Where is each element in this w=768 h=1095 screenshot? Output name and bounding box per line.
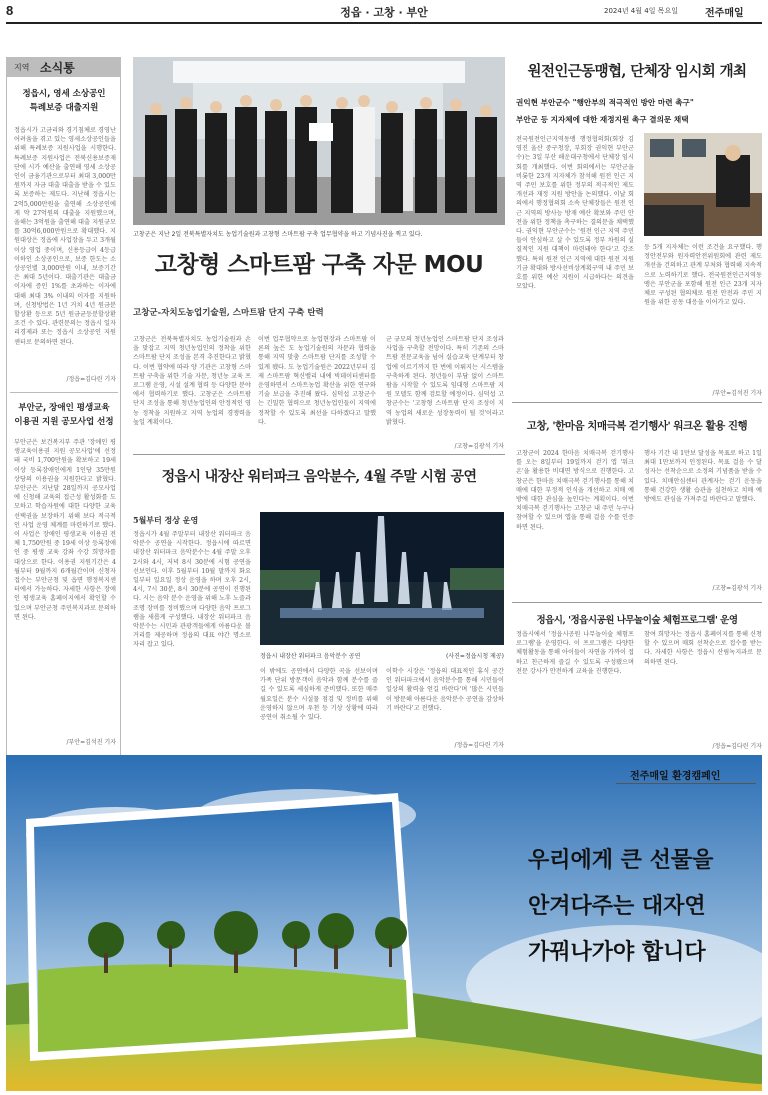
meeting-photo-illustration [644,133,762,236]
left-article-1-title [10,87,118,115]
left-article-2-body: 부안군은 보건복지부 주관 '장애인 평생교육이용권 지원 공모사업'에 선정돼 국비 1,700만원을 확보하고 19세 이상 등록장애인에게 1인당 35만원 상당의 이용권을 지원한다고 밝혔다. 부안군은 지난달 28일까지 공모사업에 신청해 교육의 접근성 활성화를 도모하고 학습자원에 대한 다양한 교육 선택권을 보장하기 위해 보다 적극적인 사업 운영 체계를 마련하기로 했다. 이 사업은 장애인 평생교육 이용권 전체 1,750만원 중 19세 이상 등록장애인 중 평생 교육 강좌 수강 희망자를 대상으로 한다. 이용권 지원기간은 4월부터 9월까지 6개월간이며 신청자 접수는 부안군청 및 읍면 행정복지센터에서 가능하다. 자세한 사항은 장애인 평생교육 홈페이지에서 확인할 수 있으며 부안군청 주민복지과로 문의하면 된다. [14,439,116,621]
left-article-1-title-line2: 특례보증 대출지원 [29,103,99,113]
right-divider-1 [512,402,762,403]
ad-slogan-line2: 안겨다주는 대자연 [528,893,706,919]
left-divider [10,392,118,393]
headline-smartfarm: 고창형 스마트팜 구축 자문 MOU [154,252,484,278]
dementia-credit: /고창=김광석 기자 [712,585,762,592]
headline-nuclear: 원전인근동맹협, 단체장 임시회 개최 [527,63,747,80]
smartfarm-body-col1: 고창군은 전북특별자치도 농업기술원과 손을 맞잡고 지역 청년농업인의 정착을 위한 스마트팜 단지 조성을 본격 추진한다고 밝혔다. 이번 협약에 따라 양 기관은 고창형 스마트팜 구축을 위한 기술 자문, 청년농 교육 프로그램 운영, 시설 설계 협력 등 다양한 분야에서 협력하기로 했다. 고창군은 스마트팜 단지 조성을 통해 청년농업인의 안정적인 영농 정착을 지원하고 지역 농업의 경쟁력을 높일 계획이다. [133,336,251,426]
headline-dementia: 고창, '한마음 치매극복 걷기행사' 워크온 활용 진행 [526,420,748,432]
header-rule [6,22,762,24]
environment-campaign-ad [6,755,762,1091]
forest-body-col2: 참여 희망자는 정읍시 홈페이지를 통해 신청할 수 있으며 매회 선착순으로 접수를 받는다. 자세한 사항은 정읍시 산림녹지과로 문의하면 된다. [644,631,762,666]
group-photo-illustration [133,57,505,225]
newspaper-name: 전주매일 [705,8,744,19]
smartfarm-body-col3: 군 규모의 청년농업인 스마트팜 단지 조성과 사업을 구축할 전망이다. 특히 기존의 스마트팜 전문교육을 넘어 실습교육 단계부터 창업에 이르기까지 한 번에 이뤄지는 시스템을 구축하게 된다. 청년들이 부담 없이 스마트팜을 시작할 수 있도록 임대형 스마트팜 지원 모델도 함께 검토할 예정이다. 심덕섭 고창군수는 '고창형 스마트팜 단지 조성이 지역 농업의 새로운 성장동력이 될 것'이라고 밝혔다. [386,336,504,426]
headline-fountain: 정읍시 내장산 워터파크 음악분수, 4월 주말 시험 공연 [161,469,477,485]
nuclear-body-col2: 등 5개 지자체는 이런 조건을 요구했다. 행정안전부와 원자력안전위원회에 관련 제도 개선을 건의하고 관계 부처와 협력해 지속적으로 노력하기로 했다. 전국원전인근지역동맹은 부안군을 포함해 원전 인근 23개 지자체로 구성된 협의체로 원전 안전과 주민 지원을 위한 공동 대응을 이어가고 있다. [644,244,762,307]
campaign-underline [616,783,756,784]
section-title: 소식통 [40,61,75,75]
left-article-1-credit: /정읍=김다린 기자 [66,376,116,383]
mou-photo-caption: 고창군은 지난 2일 전북특별자치도 농업기술원과 고창형 스마트팜 구축 업무협약을 하고 기념사진을 찍고 있다. [133,231,423,238]
headline-forest: 정읍시, '정읍시공원 나무놀이숲 체험프로그램' 운영 [536,615,738,626]
smartfarm-body-col2: 이번 업무협약으로 농업현장과 스마트팜 이론의 높은 도 농업기술원의 자문과 협력을 통해 지역 맞춤 스마트팜 단지를 조성할 수 있게 됐다. 도 농업기술원은 2022년부터 김제 스마트팜 혁신밸리 내에 빅데이터센터를 운영하면서 스마트농업 확산을 위한 연구와 기술 보급을 추진해 왔다. 심덕섭 고창군수는 긴밀한 협력으로 청년농업인들이 지역에 정착할 수 있도록 최선을 다하겠다고 말했다. [258,336,376,426]
nuclear-credit: /부안=김석진 기자 [712,390,762,397]
left-article-2-title-line1: 부안군, 장애인 평생교육 [18,403,110,413]
subhead-nuclear-2: 부안군 등 지자체에 대한 재정지원 촉구 결의문 채택 [516,115,689,124]
center-divider [133,454,505,455]
fountain-photo-illustration [260,512,504,645]
subhead-nuclear-1: 권익현 부안군수 "행안부의 적극적인 방안 마련 촉구" [516,98,694,107]
dementia-body-col1: 고창군이 2024 한마음 치매극복 걷기행사를 오는 8일부터 19일까지 걷기 앱 '워크온'을 활용한 비대면 방식으로 진행한다. 고창군은 한마음 치매극복 걷기행사를 통해 치매에 대한 부정적 인식을 개선하고 치매 예방에 대한 관심을 높인다는 계획이다. 이번 치매극복 걷기행사는 고창군 내 주민 누구나 참여할 수 있으며 앱을 통해 걸음 수를 인증하면 된다. [516,450,634,531]
fountain-body-col3: 이학수 시장은 '정읍의 대표적인 휴식 공간인 워터파크에서 음악분수를 통해 시민들이 일상의 활력을 얻길 바란다'며 '많은 시민들이 방문해 아름다운 음악분수 공연을 감상하기 바란다'고 전했다. [386,668,504,712]
page-header [0,0,768,20]
mou-group-photo [133,57,505,225]
fountain-body-col2: 이 밖에도 공연에서 다양한 곡을 선보이며 가족 단위 방문객이 음악과 함께 분수를 즐길 수 있도록 세심하게 준비했다. 또한 매주 월요일은 분수 시설물 점검 및 정비를 위해 운영하지 않으며 우천 등 기상 상황에 따라 공연이 취소될 수 있다. [260,668,378,722]
dementia-body-col2: 행사 기간 내 1만보 달성을 목표로 하고 1일 최대 1만보까지 인정된다. 목표 걸음 수 달성자는 선착순으로 소정의 기념품을 받을 수 있다. 치매안심센터 관계자는 걷기 운동을 통해 건강한 생활 습관을 실천하고 치매 예방에도 관심을 가져주길 바란다고 말했다. [644,450,762,504]
campaign-label: 전주매일 환경캠페인 [630,771,721,782]
fountain-photo [260,512,504,645]
left-article-2-title-line2: 이용권 지원 공모사업 선정 [14,417,114,427]
left-article-2-credit: /부안=김석진 기자 [66,739,116,746]
ad-slogan-line3: 가꿔나가야 합니다 [528,939,706,965]
left-article-1-body: 정읍시가 고금리와 경기침체로 경영난 어려움을 겪고 있는 영세소상공인들을 위해 특례보증 지원사업을 시행한다. 특례보증 지원사업은 전북신용보증재단에 시가 예산을 출연해 영세 소상공인이 금융기관으로부터 최대 3,000만원까지 자금 대출 대출을 받을 수 있도록 보증하는 제도다. 지난해 정읍시는 2억5,000만원을 출연해 소상공인에게 약 27억원의 대출을 지원했으며, 올해는 3억원을 출연해 대출 지원규모를 30억6,000만원으로 확대했다. 지원대상은 정읍에 사업장을 두고 3개월 이상 영업 중이며, 신용등급이 4등급 이하인 소상공인으로, 보증 한도는 소상공인별 3,000만원 이내, 보증기간은 최대 5년이다. 대출기관은 대출금 이자에 증인 1%를 초과하는 이자에 대해 최대 3% 이내의 이자를 지원하며, 신청방법은 1년 거치 4년 원금분할상환 등으로 5년 원금균등분할상환 조건 수 있다. 관련문의는 정읍시 일자리경제과 또는 정읍시 소상공인 지원센터로 문의하면 된다. [14,127,116,346]
right-divider-2 [512,602,762,603]
fountain-photo-caption: 정읍시 내장산 워터파크 음악분수 공연 [260,653,361,660]
fountain-body-col1: 정읍시가 4월 주말부터 내장산 워터파크 음악분수 공연을 시작한다. 정읍시에 따르면 내장산 워터파크 음악분수는 4월 주말 오후 2시와 4시, 저녁 8시 30분에 시험 공연을 선보인다. 이후 5월부터 10월 말까지 화요일부터 일요일 정상 운영을 하며 오후 2시, 4시, 7시 30분, 8시 30분에 공연이 진행된다. 시는 음악 분수 운영을 위해 노후 노즐과 조명 장비를 정비했으며 다양한 음악 프로그램을 새롭게 구성했다. 내장산 워터파크 음악분수는 시민과 관광객들에게 아름다운 볼거리를 제공하며 정읍의 대표 야간 명소로 자리 잡고 있다. [133,531,251,649]
left-article-1-title-line1: 정읍시, 영세 소상공인 [22,89,106,99]
section-name: 정읍 · 고창 · 부안 [340,6,428,19]
subhead-smartfarm: 고창군-자치도농업기술원, 스마트팜 단지 구축 탄력 [133,308,324,318]
nuclear-body-col1: 전국원전인근지역동맹 행정협의회(회장 김영진 울산 중구청장, 부회장 권익현 부안군수)는 3일 부산 해운대구청에서 단체장 임시회를 개최했다. 이번 회의에서는 부안군을 비롯한 23개 지자체가 참석해 원전 인근 지역 주민 보호를 위한 정부의 적극적인 제도 개선과 재정 지원 방안을 논의했다. 이날 회의에서 행정협의회 소속 단체장들은 원전 인근 지역의 방사능 방재 예산 확보와 주민 안전을 위한 정책을 촉구하는 결의문을 채택했다. 권익현 부안군수는 '원전 인근 지역 주민들이 안심하고 살 수 있도록 정부 차원의 실질적인 지원 대책이 마련돼야 한다'고 강조했다. 특히 원전 인근 지역에 대한 원전 지원 기금 확대와 방사선비상계획구역 내 주민 보호를 위한 예산 지원이 시급하다는 의견을 모았다. [516,136,634,291]
landscape-illustration [6,755,762,1091]
left-article-2-title [10,401,118,429]
publish-date: 2024년 4월 4일 목요일 [604,7,678,15]
forest-credit: /정읍=김다린 기자 [712,743,762,750]
page-number: 8 [6,3,14,18]
ad-slogan-line1: 우리에게 큰 선물을 [528,847,714,873]
section-header [6,57,121,77]
fountain-credit: /정읍=김다린 기자 [454,742,504,749]
fountain-photo-credit: (사진=정읍시청 제공) [446,653,504,660]
nuclear-meeting-photo [644,133,762,236]
smartfarm-credit: /고창=김광석 기자 [454,443,504,450]
forest-body-col1: 정읍시에서 '정읍시공원 나무놀이숲 체험프로그램'을 운영한다. 이 프로그램은 다양한 체험활동을 통해 아이들이 자연을 가까이 접하고 친근하게 즐길 수 있도록 구성됐으며 전문 강사가 안전하게 교육을 진행한다. [516,631,634,675]
subhead-fountain: 5월부터 정상 운영 [133,515,199,525]
section-label: 지역 [14,63,30,72]
